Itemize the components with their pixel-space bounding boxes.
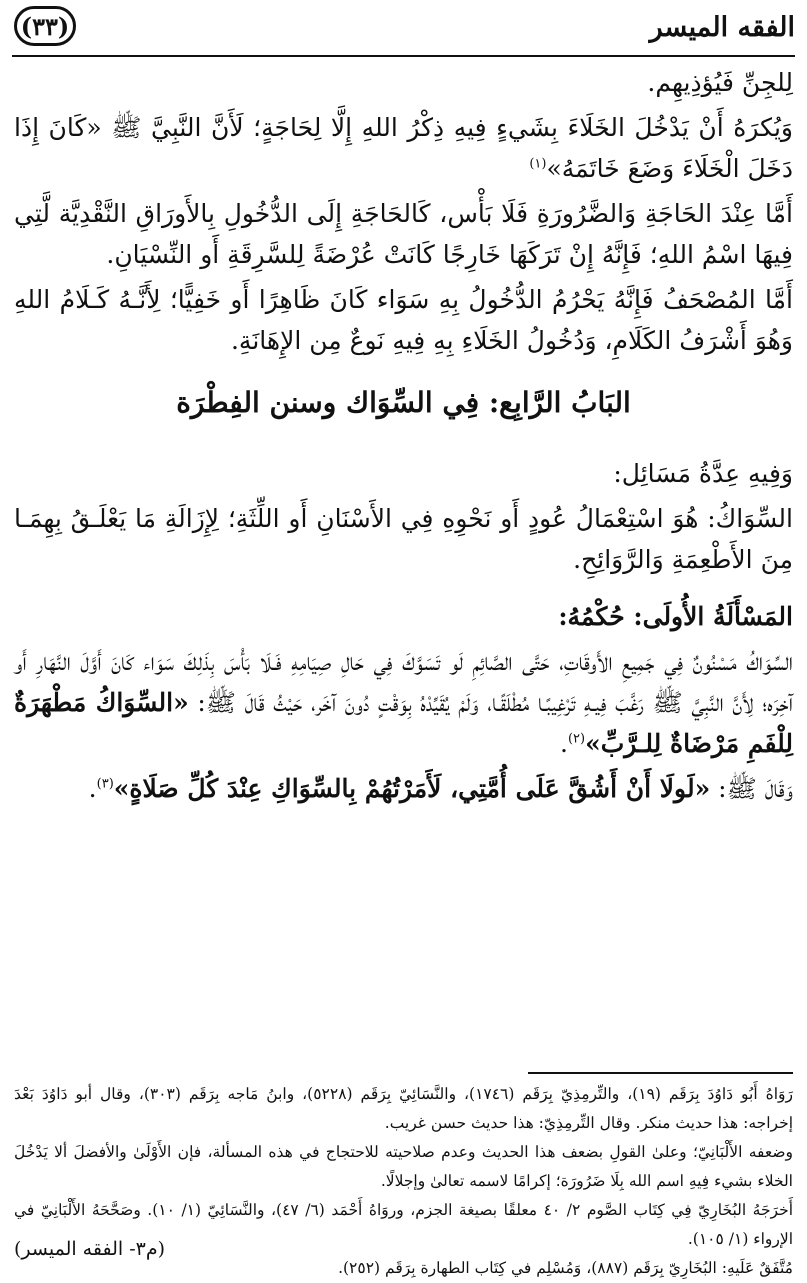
hadith-quote: «السِّوَاكُ مَطْهَرَةٌ لِلْفَمِ مَرْضَاةٌ لِلـرَّبِّ» <box>14 688 793 758</box>
footnote-3: مُتَّفَقٌ عَلَيهِ: البُخَارِيّ بِرَقَم (٨٨٧)، وَمُسْلِم في كِتَاب الطهارة بِرَقَم (٢٥٢). <box>338 1259 793 1277</box>
intro-line: وَفِيهِ عِدَّةُ مَسَائِل: <box>613 459 793 488</box>
chapter-title: البَابُ الرَّابِع: فِي السِّوَاك وسنن الفِطْرَة <box>176 386 631 419</box>
footnote-1: رَوَاهُ أَبُو دَاوُدَ بِرَقَم (١٩)، والتِّرمِذِيّ بِرَقَم (١٧٤٦)، والنَّسَائِيّ بِرَقَم (٥٢٢٨)، وابنُ مَاجه بِرَقَم (٣٠٣)، وقال أبو دَاوُدَ بَعْدَ إخراجه: هذا حديث منكر. وقال التِّرمِذِيّ: هذا حديث حسن غريب. <box>14 1085 794 1132</box>
issue-paragraph: السِّوَاكُ مَسْنُونٌ فِي جَمِيعِ الأَوقَاتِ، حَتَّى الصَّائِمِ لَو تَسَوَّكَ فِي حَالِ صِيَامِهِ فَـلَا بَأْسَ بِذَلِكَ سَوَاء كَانَ أَوَّلَ النَّهَارِ أَو آخِرَه؛ لِأَنَّ النَّبِيَّ ﷺ رَغَّبَ فِيـهِ تَرْغِيبًـا مُطْلَقًـا، وَلَمْ يُقَيِّدْهُ بِوَقْتٍ دُونَ آخَر، حَيْثُ قَالَ ﷺ: «السِّوَاكُ مَطْهَرَةٌ لِلْفَمِ مَرْضَاةٌ لِلـرَّبِّ»$^{(٢)}$. <box>14 647 793 758</box>
footnote-ref-2: (٢) <box>567 731 586 747</box>
running-title: الفقه الميسر <box>649 12 795 43</box>
hadith-quote-2: «لَولَا أَنْ أَشُقَّ عَلَى أُمَّتِي، لَأَمَرْتُهُمْ بِالسِّوَاكِ عِنْدَ كُلِّ صَلَاةٍ» <box>113 774 711 803</box>
text-line-continuation: لِلجِنِّ فَيُؤذِيهِم. <box>647 68 793 97</box>
footnote-2: أَخرَجَهُ البُخَارِيّ فِي كِتَاب الصَّوم ٢/ ٤٠ معلقًا بصيغة الجزم، وروَاهُ أَحْمَد (٦/ ٤٧)، والنَّسَائِيّ (١/ ١٠). وصَحَّحَهُ الأَلْبَانِيّ في الإرواء (١/ ١٠٥). <box>14 1201 793 1248</box>
footnote-ref-1: (١) <box>529 156 547 172</box>
issue-paragraph-2: وَقَالَ ﷺ: «لَولَا أَنْ أَشُقَّ عَلَى أُمَّتِي، لَأَمَرْتُهُمْ بِالسِّوَاكِ عِنْدَ كُلِّ صَلَاةٍ»$^{(٣)}$. <box>88 774 793 803</box>
paragraph-necessity: أَمَّا عِنْدَ الحَاجَةِ وَالضَّرُورَةِ فَلَا بَأْس، كَالحَاجَةِ إِلَى الدُّخُولِ بِالأَورَاقِ النَّقْدِيَّة لَّتِي فِيهَا اسْمُ اللهِ؛ فَإِنَّهُ إِنْ تَرَكَهَا خَارِجًا كَانَتْ عُرْضَةً لِلسَّرِقَةِ أَو النِّسْيَانِ. <box>14 199 793 269</box>
footnote-ref-3: (٣) <box>96 776 114 792</box>
issue-said: وَقَالَ ﷺ: <box>710 774 793 803</box>
issue-heading: المَسْأَلَةُ الأُولَى: حُكْمُهُ: <box>558 602 793 631</box>
definition-paragraph: السِّوَاكُ: هُوَ اسْتِعْمَالُ عُودٍ أَو نَحْوِهِ فِي الأَسْنَانِ أَو اللِّثَةِ؛ لِإِزَالَةِ مَا يَعْلَـقُ بِهِمَـا مِنَ الأَطْعِمَةِ وَالرَّوَائِحِ. <box>14 504 793 574</box>
issue-text: السِّوَاكُ مَسْنُونٌ فِي جَمِيعِ الأَوقَاتِ، حَتَّى الصَّائِمِ لَو تَسَوَّكَ فِي حَالِ صِيَامِهِ فَـلَا بَأْسَ بِذَلِكَ سَوَاء كَانَ أَوَّلَ النَّهَارِ أَو آخِرَه؛ لِأَنَّ النَّبِيَّ ﷺ رَغَّبَ فِيـهِ تَرْغِيبًـا مُطْلَقًـا، وَلَمْ يُقَيِّدْهُ بِوَقْتٍ دُونَ آخَر، حَيْثُ قَالَ ﷺ: <box>14 647 793 717</box>
footnote-divider <box>528 1072 793 1074</box>
paragraph-text: وَيُكرَهُ أَنْ يَدْخُلَ الخَلَاءَ بِشَيءٍ فِيهِ ذِكْرُ اللهِ إِلَّا لِحَاجَةٍ؛ لَأَنَّ النَّبِيَّ ﷺ «كَانَ إِذَا دَخَلَ الْخَلَاءَ وَضَعَ خَاتَمَهُ» <box>14 113 793 183</box>
page-number: (٣٣) <box>14 6 76 46</box>
footnote-1-cont: وضعفه الأَلْبَانِيّ؛ وعلىٰ القولِ بضعف هذا الحديث وعدم صلاحيته للاحتجاج في هذه المسألة، فإن الأَوْلَىٰ والأفضلَ ألا يَدْخُلَ الخلاء بشيء فِيهِ اسم الله بِلَا ضَرُورَة؛ إكرامًا لاسمه تعالىٰ وإجلالًا. <box>14 1143 793 1190</box>
paragraph-khala-dhikr <box>14 107 793 189</box>
paragraph-mushaf: أَمَّا المُصْحَفُ فَإِنَّهُ يَحْرُمُ الدُّخُولُ بِهِ سَوَاء كَانَ ظَاهِرًا أَو خَفِيًّا؛ لِأَنَّـهُ كَـلَامُ اللهِ وَهُوَ أَشْرَفُ الكَلَامِ، وَدُخُولُ الخَلَاءِ بِهِ فِيهِ نَوعٌ مِن الإِهَانَةِ. <box>14 285 793 355</box>
printer-signature: (م٣- الفقه الميسر) <box>14 1238 166 1260</box>
header-divider <box>12 55 795 57</box>
main-text <box>14 62 793 813</box>
